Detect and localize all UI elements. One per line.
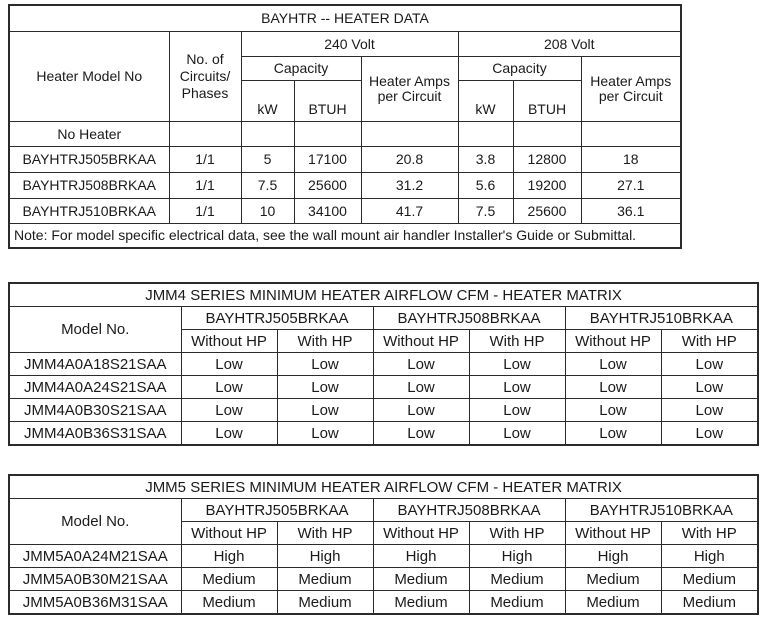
table-row: [9, 376, 758, 399]
cell-value: Low: [373, 422, 469, 446]
cell-btuh240: 17100: [294, 147, 361, 173]
cell-circuits: 1/1: [169, 147, 241, 173]
cell-value: Low: [565, 399, 661, 422]
cell-kw240: 5: [241, 147, 294, 173]
cell-value: High: [661, 545, 758, 568]
table-row: [9, 399, 758, 422]
cell-btuh208: 25600: [513, 199, 581, 224]
cell-amps208: 27.1: [581, 173, 681, 199]
table-row: [9, 568, 758, 591]
cell-value: Medium: [565, 591, 661, 615]
table-row: [9, 147, 681, 173]
header-without-hp: Without HP: [373, 330, 469, 353]
cell-model: JMM5A0A24M21SAA: [9, 545, 181, 568]
cell-value: Medium: [661, 591, 758, 615]
jmm4-heater-matrix-table: [8, 282, 759, 446]
cell-value: Low: [277, 399, 373, 422]
table-row: [9, 199, 681, 224]
cell-value: Low: [565, 353, 661, 376]
cell-btuh240: 25600: [294, 173, 361, 199]
heater-data-table: [8, 4, 682, 249]
cell-btuh208: [513, 122, 581, 147]
table-row: [9, 591, 758, 615]
cell-value: Low: [661, 422, 758, 446]
cell-amps208: 36.1: [581, 199, 681, 224]
cell-model: JMM4A0A24S21SAA: [9, 376, 181, 399]
cell-model: BAYHTRJ508BRKAA: [9, 173, 169, 199]
cell-amps240: 31.2: [361, 173, 458, 199]
cell-value: High: [469, 545, 565, 568]
cell-amps240: 20.8: [361, 147, 458, 173]
cell-kw240: 7.5: [241, 173, 294, 199]
cell-value: Low: [469, 376, 565, 399]
cell-kw240: 10: [241, 199, 294, 224]
cell-amps208: [581, 122, 681, 147]
header-without-hp: Without HP: [565, 522, 661, 545]
cell-model: No Heater: [9, 122, 169, 147]
header-with-hp: With HP: [469, 330, 565, 353]
cell-value: Low: [469, 422, 565, 446]
cell-kw208: 3.8: [458, 147, 513, 173]
table-row: [9, 173, 681, 199]
header-capacity-240: Capacity: [241, 57, 361, 81]
cell-value: Medium: [373, 568, 469, 591]
jmm5-heater-matrix-table: [8, 474, 759, 615]
cell-value: Low: [181, 399, 277, 422]
table-row: [9, 545, 758, 568]
header-heater-510: BAYHTRJ510BRKAA: [565, 499, 758, 522]
cell-model: JMM5A0B30M21SAA: [9, 568, 181, 591]
cell-value: Medium: [277, 591, 373, 615]
cell-value: High: [181, 545, 277, 568]
header-kw-240: kW: [241, 81, 294, 122]
header-kw-208: kW: [458, 81, 513, 122]
table-title: JMM5 SERIES MINIMUM HEATER AIRFLOW CFM - HEATER MATRIX: [9, 475, 758, 499]
cell-value: Medium: [181, 591, 277, 615]
cell-value: Low: [277, 353, 373, 376]
cell-value: Medium: [565, 568, 661, 591]
cell-value: Medium: [277, 568, 373, 591]
cell-kw208: 5.6: [458, 173, 513, 199]
header-capacity-208: Capacity: [458, 57, 581, 81]
header-with-hp: With HP: [277, 522, 373, 545]
cell-value: Medium: [373, 591, 469, 615]
cell-value: High: [565, 545, 661, 568]
header-208-volt: 208 Volt: [458, 32, 681, 57]
cell-amps208: 18: [581, 147, 681, 173]
header-without-hp: Without HP: [565, 330, 661, 353]
cell-kw240: [241, 122, 294, 147]
cell-value: Medium: [661, 568, 758, 591]
header-with-hp: With HP: [661, 522, 758, 545]
header-heater-510: BAYHTRJ510BRKAA: [565, 307, 758, 330]
cell-value: Low: [277, 376, 373, 399]
cell-model: BAYHTRJ510BRKAA: [9, 199, 169, 224]
cell-value: Low: [661, 353, 758, 376]
table-note: Note: For model specific electrical data, see the wall mount air handler Installer's Guide or Submittal.: [9, 224, 681, 249]
header-model: Heater Model No: [9, 32, 169, 122]
cell-value: High: [277, 545, 373, 568]
cell-value: Low: [181, 353, 277, 376]
cell-value: Medium: [469, 591, 565, 615]
header-amps-208: Heater Amps per Circuit: [581, 57, 681, 122]
cell-value: Low: [373, 376, 469, 399]
header-heater-508: BAYHTRJ508BRKAA: [373, 307, 565, 330]
cell-value: Low: [565, 376, 661, 399]
cell-kw208: 7.5: [458, 199, 513, 224]
cell-value: Low: [373, 353, 469, 376]
header-model: Model No.: [9, 307, 181, 353]
header-btuh-240: BTUH: [294, 81, 361, 122]
header-model: Model No.: [9, 499, 181, 545]
header-without-hp: Without HP: [373, 522, 469, 545]
cell-value: Medium: [469, 568, 565, 591]
cell-circuits: 1/1: [169, 199, 241, 224]
table-row: [9, 122, 681, 147]
cell-value: Low: [661, 399, 758, 422]
cell-value: Low: [181, 376, 277, 399]
cell-model: JMM4A0A18S21SAA: [9, 353, 181, 376]
cell-value: Low: [181, 422, 277, 446]
cell-value: High: [373, 545, 469, 568]
header-without-hp: Without HP: [181, 330, 277, 353]
cell-value: Low: [469, 399, 565, 422]
cell-value: Low: [661, 376, 758, 399]
cell-circuits: 1/1: [169, 173, 241, 199]
cell-amps240: [361, 122, 458, 147]
table-title: JMM4 SERIES MINIMUM HEATER AIRFLOW CFM - HEATER MATRIX: [9, 283, 758, 307]
cell-btuh240: 34100: [294, 199, 361, 224]
cell-value: Low: [277, 422, 373, 446]
table-title: BAYHTR -- HEATER DATA: [9, 5, 681, 32]
cell-circuits: [169, 122, 241, 147]
header-heater-508: BAYHTRJ508BRKAA: [373, 499, 565, 522]
cell-value: Medium: [181, 568, 277, 591]
header-with-hp: With HP: [277, 330, 373, 353]
header-circuits: No. of Circuits/ Phases: [169, 32, 241, 122]
cell-value: Low: [373, 399, 469, 422]
header-heater-505: BAYHTRJ505BRKAA: [181, 307, 373, 330]
cell-btuh208: 12800: [513, 147, 581, 173]
cell-btuh208: 19200: [513, 173, 581, 199]
cell-kw208: [458, 122, 513, 147]
cell-amps240: 41.7: [361, 199, 458, 224]
cell-model: JMM4A0B36S31SAA: [9, 422, 181, 446]
table-row: [9, 353, 758, 376]
header-with-hp: With HP: [661, 330, 758, 353]
cell-value: Low: [469, 353, 565, 376]
cell-value: Low: [565, 422, 661, 446]
cell-model: BAYHTRJ505BRKAA: [9, 147, 169, 173]
header-without-hp: Without HP: [181, 522, 277, 545]
table-row: [9, 422, 758, 446]
cell-model: JMM5A0B36M31SAA: [9, 591, 181, 615]
cell-btuh240: [294, 122, 361, 147]
header-with-hp: With HP: [469, 522, 565, 545]
cell-model: JMM4A0B30S21SAA: [9, 399, 181, 422]
header-heater-505: BAYHTRJ505BRKAA: [181, 499, 373, 522]
header-amps-240: Heater Amps per Circuit: [361, 57, 458, 122]
header-240-volt: 240 Volt: [241, 32, 458, 57]
header-btuh-208: BTUH: [513, 81, 581, 122]
